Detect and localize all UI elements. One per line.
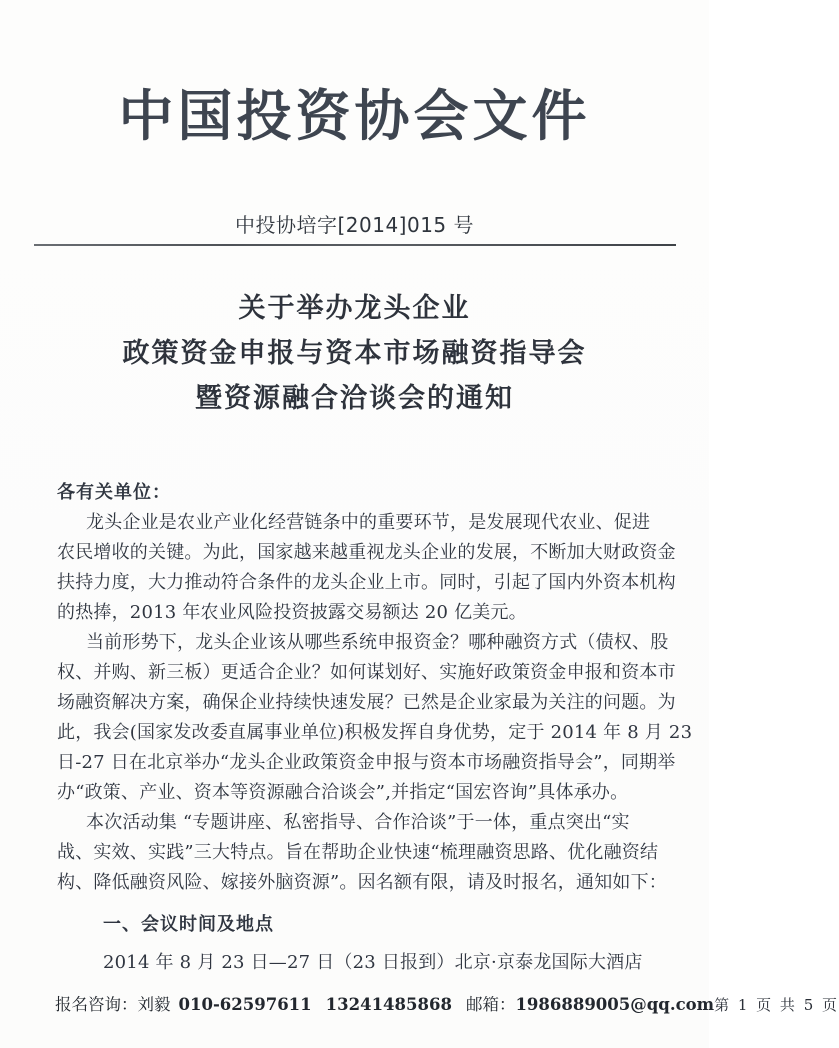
paragraph-1-line: 扶持力度，大力推动符合条件的龙头企业上市。同时，引起了国内外资本机构 (57, 572, 676, 593)
contact-phone-2: 13241485868 (325, 995, 452, 1014)
paragraph-3-line: 构、降低融资风险、嫁接外脑资源”。因名额有限，请及时报名，通知如下： (57, 872, 667, 893)
paragraph-1-line: 农民增收的关键。为此，国家越来越重视龙头企业的发展，不断加大财政资金 (57, 542, 676, 563)
document-title-line-1: 关于举办龙头企业 (238, 293, 471, 324)
paragraph-2-line: 权、并购、新三板）更适合企业？如何谋划好、实施好政策资金申报和资本市 (57, 662, 676, 683)
document-title (0, 286, 709, 421)
header-rule (34, 244, 676, 246)
contact-name: 刘毅 (137, 995, 171, 1014)
paragraph-3-line: 战、实效、实践”三大特点。旨在帮助企业快速“梳理融资思路、优化融资结 (57, 842, 659, 863)
masthead-title: 中国投资协会文件 (118, 83, 591, 148)
contact-label: 报名咨询： (55, 995, 138, 1014)
document-title-line-2: 政策资金申报与资本市场融资指导会 (122, 338, 587, 369)
document-body (57, 478, 693, 978)
document-title-line-3: 暨资源融合洽谈会的通知 (195, 383, 514, 414)
paragraph-2-line: 当前形势下，龙头企业该从哪些系统申报资金？哪种融资方式（债权、股 (86, 632, 669, 653)
paragraph-3-line: 本次活动集 “专题讲座、私密指导、合作洽谈”于一体，重点突出“实 (86, 812, 630, 833)
paragraph-2-line: 此，我会(国家发改委直属事业单位)积极发挥自身优势，定于 2014 年 8 月 23 (57, 722, 693, 743)
contact-email: 1986889005@qq.com (515, 995, 715, 1014)
paragraph-2-line: 日-27 日在北京举办“龙头企业政策资金申报与资本市场融资指导会”，同期举 (57, 752, 676, 773)
meeting-date-location: 2014 年 8 月 23 日—27 日（23 日报到）北京·京泰龙国际大酒店 (103, 952, 643, 973)
contact-phone-1: 010-62597611 (178, 995, 312, 1014)
page-footer (55, 991, 839, 1015)
paragraph-1-line: 的热捧，2013 年农业风险投资披露交易额达 20 亿美元。 (57, 602, 527, 623)
footer-contact-info (55, 991, 714, 1015)
salutation: 各有关单位： (57, 482, 171, 503)
paragraph-1-line: 龙头企业是农业产业化经营链条中的重要环节，是发展现代农业、促进 (86, 512, 651, 533)
section-heading-meeting-time: 一、会议时间及地点 (103, 914, 274, 935)
email-label: 邮箱： (465, 995, 516, 1014)
page-number-indicator: 第 1 页 共 5 页 (714, 996, 839, 1014)
document-number: 中投协培字[2014]015 号 (234, 213, 475, 237)
paragraph-2-line: 场融资解决方案，确保企业持续快速发展？已然是企业家最为关注的问题。为 (57, 692, 676, 713)
paragraph-2-line: 办“政策、产业、资本等资源融合洽谈会”,并指定“国宏咨询”具体承办。 (57, 782, 629, 803)
